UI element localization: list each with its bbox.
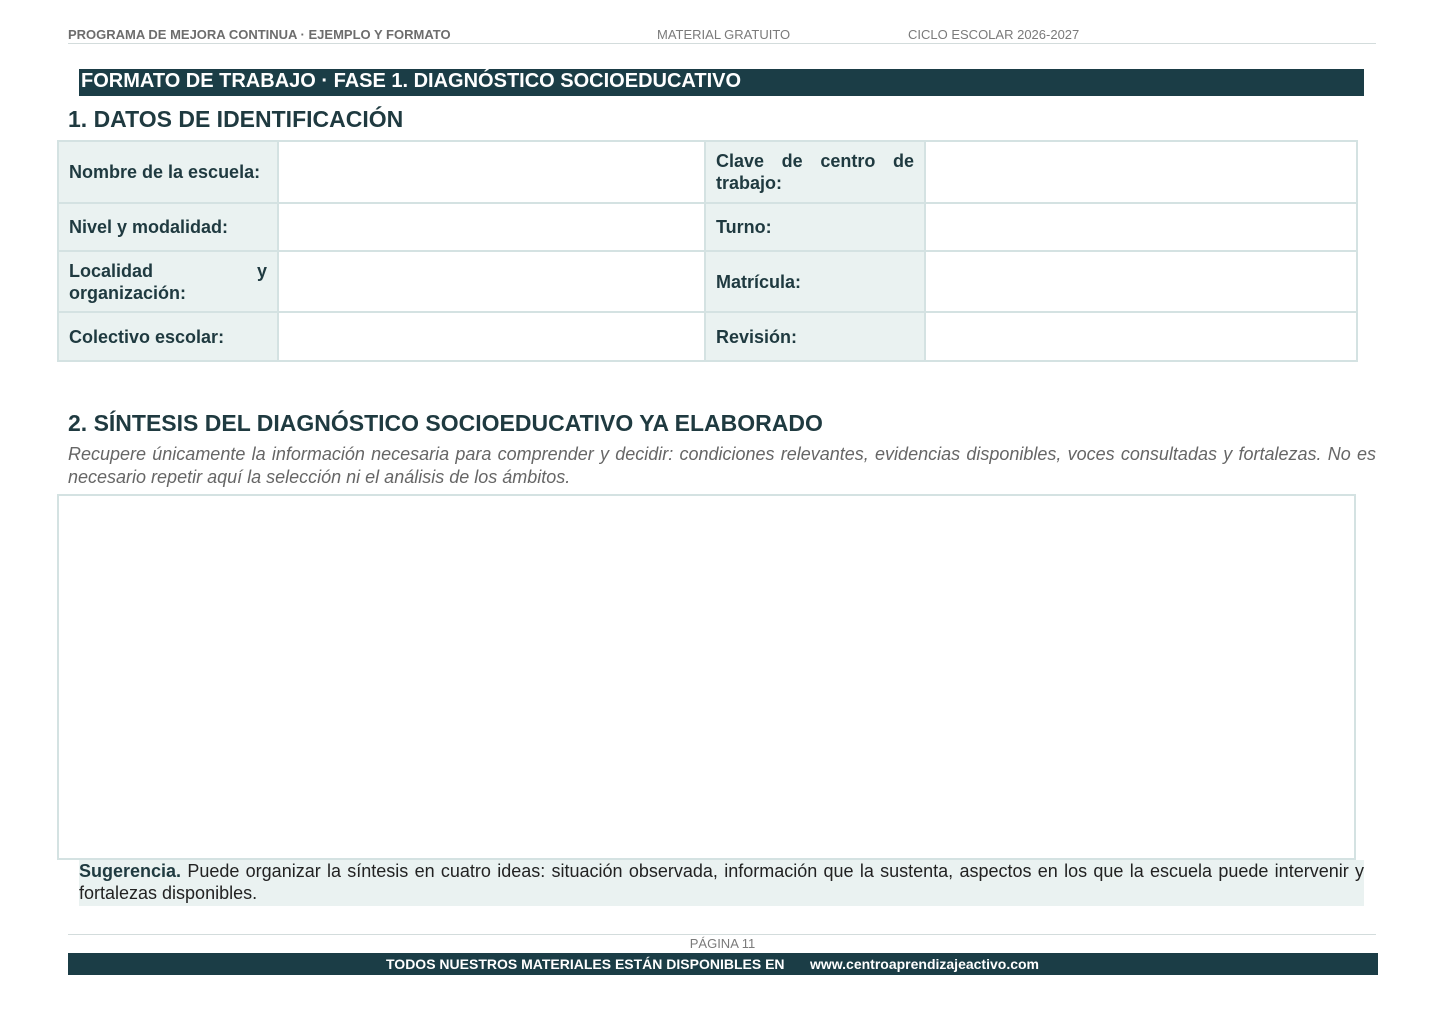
label-locality: Localidad y organización: — [58, 251, 278, 312]
page-header — [68, 27, 1376, 44]
section-2-instructions: Recupere únicamente la información necesaria para comprender y decidir: condiciones relevantes, evidencias disponibles, voces consultadas y fortalezas. No es necesario repetir aquí la selección ni el análisis de los ámbitos. — [68, 444, 1376, 487]
label-school-name: Nombre de la escuela: — [58, 141, 278, 203]
header-cycle: CICLO ESCOLAR 2026-2027 — [908, 27, 1080, 42]
label-school-code: Clave de centro de trabajo: — [705, 141, 925, 203]
footer-materials-text: TODOS NUESTROS MATERIALES ESTÁN DISPONIBLES EN — [386, 956, 785, 972]
format-banner: FORMATO DE TRABAJO · FASE 1. DIAGNÓSTICO SOCIOEDUCATIVO — [79, 69, 1364, 96]
shift-field[interactable] — [925, 203, 1357, 251]
table-row — [58, 203, 1357, 251]
review-field[interactable] — [925, 312, 1357, 361]
suggestion-text: Puede organizar la síntesis en cuatro ideas: situación observada, información que la sustenta, aspectos en los que la escuela puede intervenir y fortalezas disponibles. — [79, 861, 1364, 903]
footer-divider — [68, 934, 1376, 935]
label-shift: Turno: — [705, 203, 925, 251]
label-level-modality: Nivel y modalidad: — [58, 203, 278, 251]
page-number: PÁGINA 11 — [689, 936, 756, 951]
table-row — [58, 251, 1357, 312]
suggestion-label: Sugerencia. — [79, 861, 182, 881]
table-row — [58, 312, 1357, 361]
section-1-title: 1. DATOS DE IDENTIFICACIÓN — [68, 106, 404, 132]
label-enrollment: Matrícula: — [705, 251, 925, 312]
footer-website-link[interactable]: www.centroaprendizajeactivo.com — [810, 956, 1039, 972]
suggestion-box — [79, 860, 1364, 906]
footer-bar — [68, 953, 1378, 975]
label-review: Revisión: — [705, 312, 925, 361]
school-collective-field[interactable] — [278, 312, 705, 361]
label-school-collective: Colectivo escolar: — [58, 312, 278, 361]
school-name-field[interactable] — [278, 141, 705, 203]
level-modality-field[interactable] — [278, 203, 705, 251]
section-2-title: 2. SÍNTESIS DEL DIAGNÓSTICO SOCIOEDUCATIVO YA ELABORADO — [68, 410, 823, 436]
synthesis-response-box[interactable] — [57, 494, 1356, 860]
table-row — [58, 141, 1357, 203]
school-code-field[interactable] — [925, 141, 1357, 203]
identification-table — [57, 140, 1358, 362]
header-material: MATERIAL GRATUITO — [657, 27, 791, 42]
enrollment-field[interactable] — [925, 251, 1357, 312]
header-program: PROGRAMA DE MEJORA CONTINUA · EJEMPLO Y FORMATO — [68, 27, 451, 42]
locality-field[interactable] — [278, 251, 705, 312]
